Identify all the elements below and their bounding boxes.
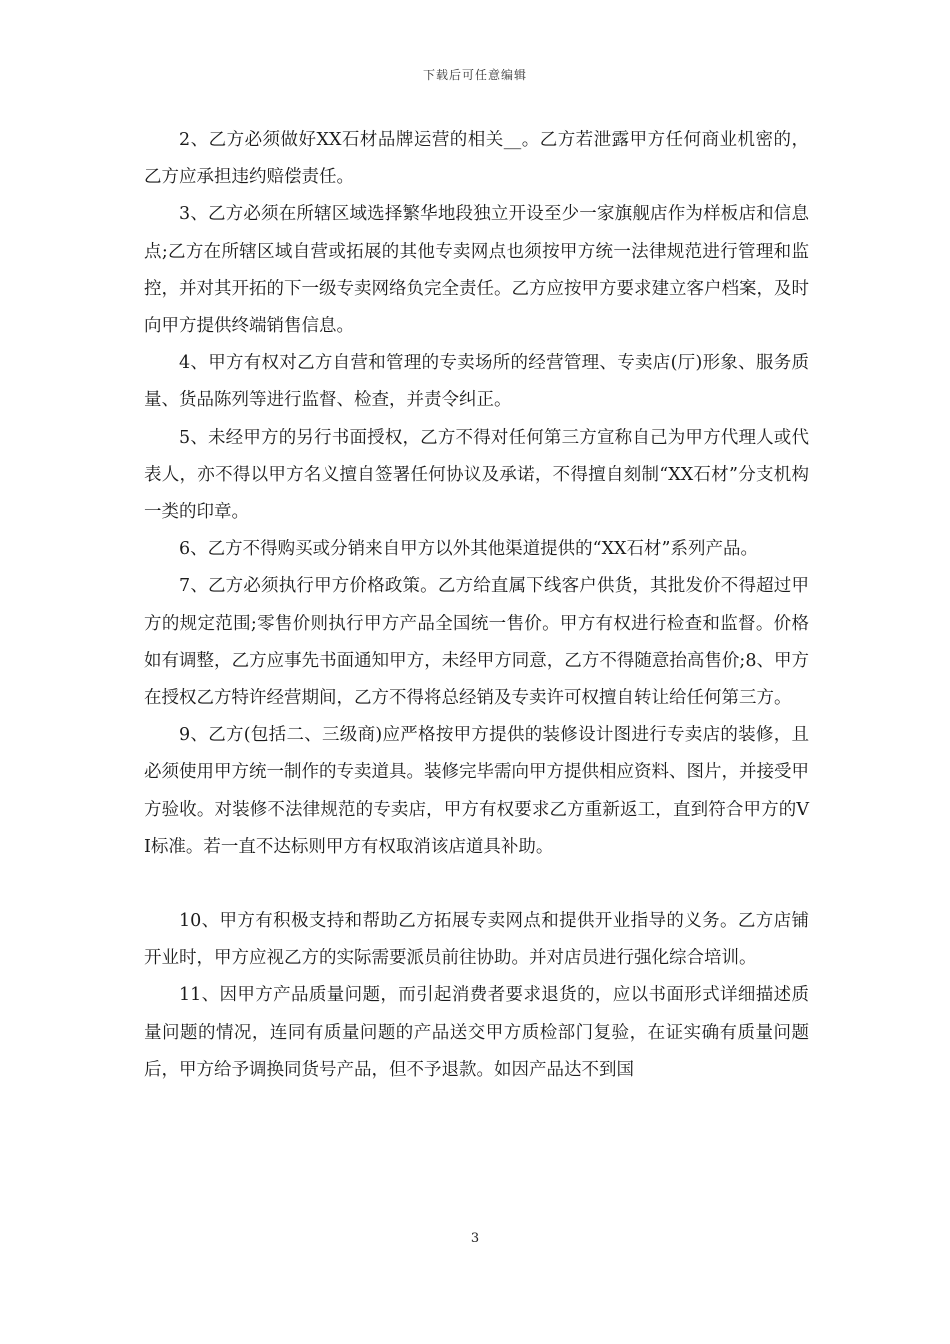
clause-3-paragraph: 3、乙方必须在所辖区域选择繁华地段独立开设至少一家旗舰店作为样板店和信息点;乙方在所辖区域自营或拓展的其他专卖网点也须按甲方统一法律规范进行管理和监控，并对其开拓的下一级专卖网络负完全责任。乙方应按甲方要求建立客户档案，及时向甲方提供终端销售信息。 <box>144 204 809 337</box>
clause-11-paragraph: 11、因甲方产品质量问题，而引起消费者要求退货的，应以书面形式详细描述质量问题的情况，连同有质量问题的产品送交甲方质检部门复验，在证实确有质量问题后，甲方给予调换同货号产品，但不予退款。如因产品达不到国 <box>144 985 809 1080</box>
clause-2-paragraph: 2、乙方必须做好XX石材品牌运营的相关__。乙方若泄露甲方任何商业机密的，乙方应承担违约赔偿责任。 <box>144 130 809 188</box>
clause-4-paragraph: 4、甲方有权对乙方自营和管理的专卖场所的经营管理、专卖店(厅)形象、服务质量、货品陈列等进行监督、检查，并责令纠正。 <box>144 353 809 411</box>
page-header: 下载后可任意编辑 <box>422 68 527 82</box>
document-body <box>144 122 809 1089</box>
page-number: 3 <box>470 1231 480 1246</box>
clause-10-paragraph: 10、甲方有积极支持和帮助乙方拓展专卖网点和提供开业指导的义务。乙方店铺开业时，甲方应视乙方的实际需要派员前往协助。并对店员进行强化综合培训。 <box>144 911 809 969</box>
clause-7-8-paragraph: 7、乙方必须执行甲方价格政策。乙方给直属下线客户供货，其批发价不得超过甲方的规定范围;零售价则执行甲方产品全国统一售价。甲方有权进行检查和监督。价格如有调整，乙方应事先书面通知甲方，未经甲方同意，乙方不得随意抬高售价;8、甲方在授权乙方特许经营期间，乙方不得将总经销及专卖许可权擅自转让给任何第三方。 <box>144 576 809 709</box>
clause-9-paragraph: 9、乙方(包括二、三级商)应严格按甲方提供的装修设计图进行专卖店的装修，且必须使用甲方统一制作的专卖道具。装修完毕需向甲方提供相应资料、图片，并接受甲方验收。对装修不法律规范的专卖店，甲方有权要求乙方重新返工，直到符合甲方的VI标准。若一直不达标则甲方有权取消该店道具补助。 <box>144 725 809 857</box>
clause-6-paragraph: 6、乙方不得购买或分销来自甲方以外其他渠道提供的“XX石材”系列产品。 <box>179 539 758 560</box>
clause-5-paragraph: 5、未经甲方的另行书面授权，乙方不得对任何第三方宣称自己为甲方代理人或代表人，亦不得以甲方名义擅自签署任何协议及承诺，不得擅自刻制“XX石材”分支机构一类的印章。 <box>144 427 809 523</box>
